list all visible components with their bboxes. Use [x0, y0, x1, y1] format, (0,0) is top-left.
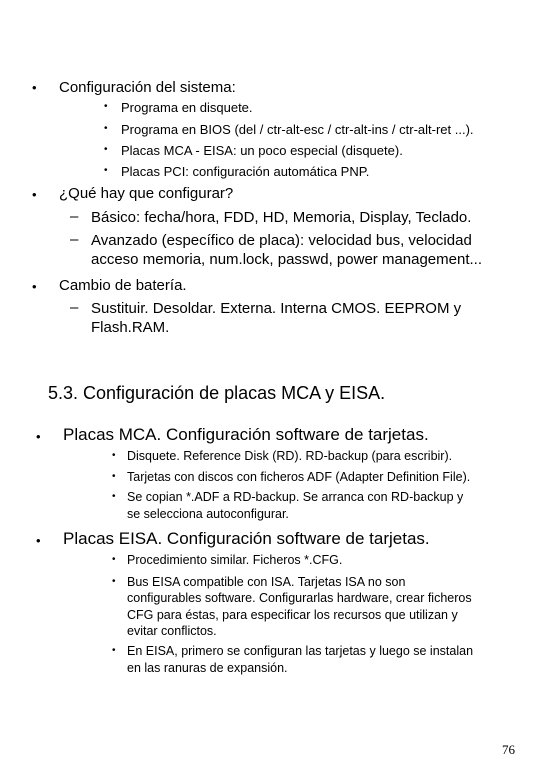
what-config-heading: ¿Qué hay que configurar?	[59, 185, 234, 202]
bullet: •	[104, 101, 108, 112]
page-number: 76	[502, 742, 515, 757]
bullet: •	[104, 123, 108, 134]
battery-item-line: Flash.RAM.	[91, 319, 170, 336]
eisa-item-line: En EISA, primero se configuran las tarjetas y luego se instalan	[127, 644, 474, 658]
what-config-item-line: acceso memoria, num.lock, passwd, power management...	[91, 251, 483, 268]
bullet: •	[104, 144, 108, 155]
eisa-item-line: evitar conflictos.	[127, 624, 217, 638]
battery-heading: Cambio de batería.	[59, 277, 187, 294]
battery-item-line: Sustituir. Desoldar. Externa. Interna CMOS. EEPROM y	[91, 300, 462, 317]
section-title: 5.3. Configuración de placas MCA y EISA.	[48, 383, 386, 403]
dash-marker: –	[70, 231, 79, 248]
bullet: •	[112, 491, 116, 502]
eisa-item-line: configurables software. Configurarlas hardware, crear ficheros	[127, 591, 472, 605]
bullet: •	[112, 450, 116, 461]
sys-config-item: Programa en BIOS (del / ctr-alt-esc / ctr-alt-ins / ctr-alt-ret ...).	[121, 122, 474, 137]
mca-item-line: Se copian *.ADF a RD-backup. Se arranca con RD-backup y	[127, 490, 464, 504]
sys-config-item: Placas MCA - EISA: un poco especial (disquete).	[121, 143, 403, 158]
dash-marker: –	[70, 208, 79, 225]
bullet: •	[112, 554, 116, 565]
what-config-item-line: Avanzado (específico de placa): velocidad bus, velocidad	[91, 232, 472, 249]
mca-item-line: Tarjetas con discos con ficheros ADF (Adapter Definition File).	[127, 470, 471, 484]
mca-heading: Placas MCA. Configuración software de tarjetas.	[63, 425, 429, 444]
bullet: •	[112, 471, 116, 482]
bullet: •	[32, 187, 37, 202]
bullet: •	[112, 576, 116, 587]
eisa-item-line: CFG para éstas, para especificar los recursos que utilizan y	[127, 608, 458, 622]
mca-item-line: se selecciona autoconfigurar.	[127, 507, 289, 521]
dash-marker: –	[70, 299, 79, 316]
sys-config-heading: Configuración del sistema:	[59, 79, 236, 96]
eisa-item-line: Procedimiento similar. Ficheros *.CFG.	[127, 553, 343, 567]
bullet: •	[32, 279, 37, 294]
mca-item-line: Disquete. Reference Disk (RD). RD-backup (para escribir).	[127, 449, 453, 463]
bullet: •	[32, 80, 37, 95]
sys-config-item: Placas PCI: configuración automática PNP.	[121, 164, 370, 179]
eisa-item-line: Bus EISA compatible con ISA. Tarjetas ISA no son	[127, 575, 406, 589]
bullet: •	[36, 429, 41, 444]
what-config-item-line: Básico: fecha/hora, FDD, HD, Memoria, Display, Teclado.	[91, 209, 472, 226]
eisa-item-line: en las ranuras de expansión.	[127, 661, 288, 675]
bullet: •	[36, 533, 41, 548]
bullet: •	[104, 165, 108, 176]
sys-config-item: Programa en disquete.	[121, 100, 253, 115]
eisa-heading: Placas EISA. Configuración software de tarjetas.	[63, 529, 430, 548]
bullet: •	[112, 645, 116, 656]
